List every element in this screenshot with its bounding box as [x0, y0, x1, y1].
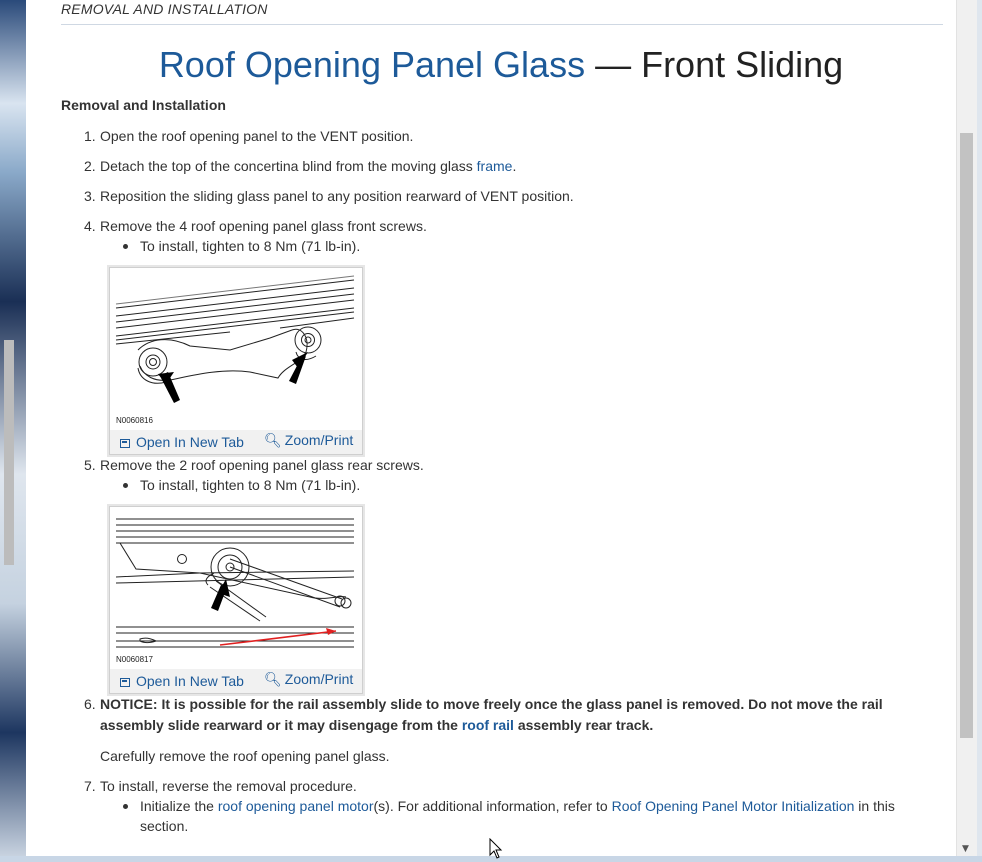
step-2 — [84, 156, 517, 176]
step-text: To install, reverse the removal procedure. — [100, 778, 357, 794]
step-7-bullet — [140, 796, 930, 836]
page-title — [26, 44, 956, 86]
scrollbar-thumb[interactable] — [960, 133, 973, 738]
open-tab-icon — [120, 439, 130, 448]
roof-opening-panel-motor-link[interactable]: roof opening panel motor — [217, 798, 374, 814]
step-4 — [84, 216, 427, 236]
step-text: Detach the top of the concertina blind from the moving glass — [100, 158, 477, 174]
open-in-new-tab-link[interactable] — [120, 673, 244, 689]
figure-toolbar — [110, 430, 362, 454]
scroll-down-icon[interactable]: ▼ — [962, 844, 969, 854]
step-number: 6. — [84, 696, 96, 712]
step-number: 3. — [84, 188, 96, 204]
front-screws-illustration — [110, 268, 362, 430]
notice-label: NOTICE: — [100, 696, 158, 712]
open-in-new-tab-link[interactable] — [120, 434, 244, 450]
document-window — [26, 0, 956, 856]
header-divider — [61, 24, 943, 25]
step-1 — [84, 126, 414, 146]
step-number: 5. — [84, 457, 96, 473]
figure-toolbar — [110, 669, 362, 693]
zoom-icon: 🔍︎ — [264, 432, 282, 448]
step-text: Reposition the sliding glass panel to any position rearward of VENT position. — [100, 188, 574, 204]
zoom-label: Zoom/Print — [284, 432, 354, 448]
step-text-end: . — [512, 158, 517, 174]
zoom-print-link[interactable] — [264, 432, 353, 449]
step-6-after: Carefully remove the roof opening panel glass. — [100, 748, 390, 764]
step-5-bullet: To install, tighten to 8 Nm (71 lb-in). — [140, 477, 361, 493]
step-number: 7. — [84, 778, 96, 794]
zoom-label: Zoom/Print — [284, 671, 354, 687]
bullet-text: Initialize the — [140, 798, 218, 814]
bullet-text-end: in this section. — [140, 798, 895, 834]
step-6 — [84, 694, 940, 736]
section-heading: Removal and Installation — [61, 97, 226, 113]
breadcrumb: REMOVAL AND INSTALLATION — [61, 1, 268, 17]
step-7 — [84, 776, 357, 796]
roof-rail-link[interactable]: roof rail — [461, 717, 514, 733]
step-text: Remove the 4 roof opening panel glass front screws. — [100, 218, 427, 234]
open-tab-label: Open In New Tab — [136, 434, 244, 450]
step-3 — [84, 186, 574, 206]
notice-text — [100, 696, 883, 733]
title-link[interactable]: Roof Opening Panel Glass — [158, 44, 586, 85]
step-text: Remove the 2 roof opening panel glass rear screws. — [100, 457, 424, 473]
figure-rear-screws — [109, 506, 363, 694]
figure-id: N0060817 — [116, 655, 153, 664]
step-number: 1. — [84, 128, 96, 144]
figure-front-screws — [109, 267, 363, 455]
motor-initialization-link[interactable]: Roof Opening Panel Motor Initialization — [611, 798, 855, 814]
title-rest: — Front Sliding — [585, 44, 844, 85]
desktop-left-edge — [0, 0, 26, 862]
bullet-text-mid: (s). For additional information, refer to — [373, 798, 612, 814]
step-number: 4. — [84, 218, 96, 234]
figure-id: N0060816 — [116, 416, 153, 425]
left-window-scrollbar[interactable] — [4, 340, 14, 565]
zoom-icon: 🔍︎ — [264, 671, 282, 687]
notice-body: It is possible for the rail assembly slide to move freely once the glass panel is removed. Do not move the rail assembly slide rearward or it may disengage from the — [100, 696, 883, 733]
zoom-print-link[interactable] — [264, 671, 353, 688]
mouse-cursor-icon — [489, 838, 503, 860]
open-tab-label: Open In New Tab — [136, 673, 244, 689]
desktop-right-edge — [977, 0, 982, 862]
open-tab-icon — [120, 678, 130, 687]
step-4-bullet: To install, tighten to 8 Nm (71 lb-in). — [140, 238, 361, 254]
rear-screws-illustration — [110, 507, 362, 669]
step-number: 2. — [84, 158, 96, 174]
step-5 — [84, 455, 424, 475]
notice-end: assembly rear track. — [513, 717, 654, 733]
step-text: Open the roof opening panel to the VENT position. — [100, 128, 414, 144]
frame-link[interactable]: frame — [476, 158, 513, 174]
vertical-scrollbar[interactable] — [956, 0, 977, 856]
